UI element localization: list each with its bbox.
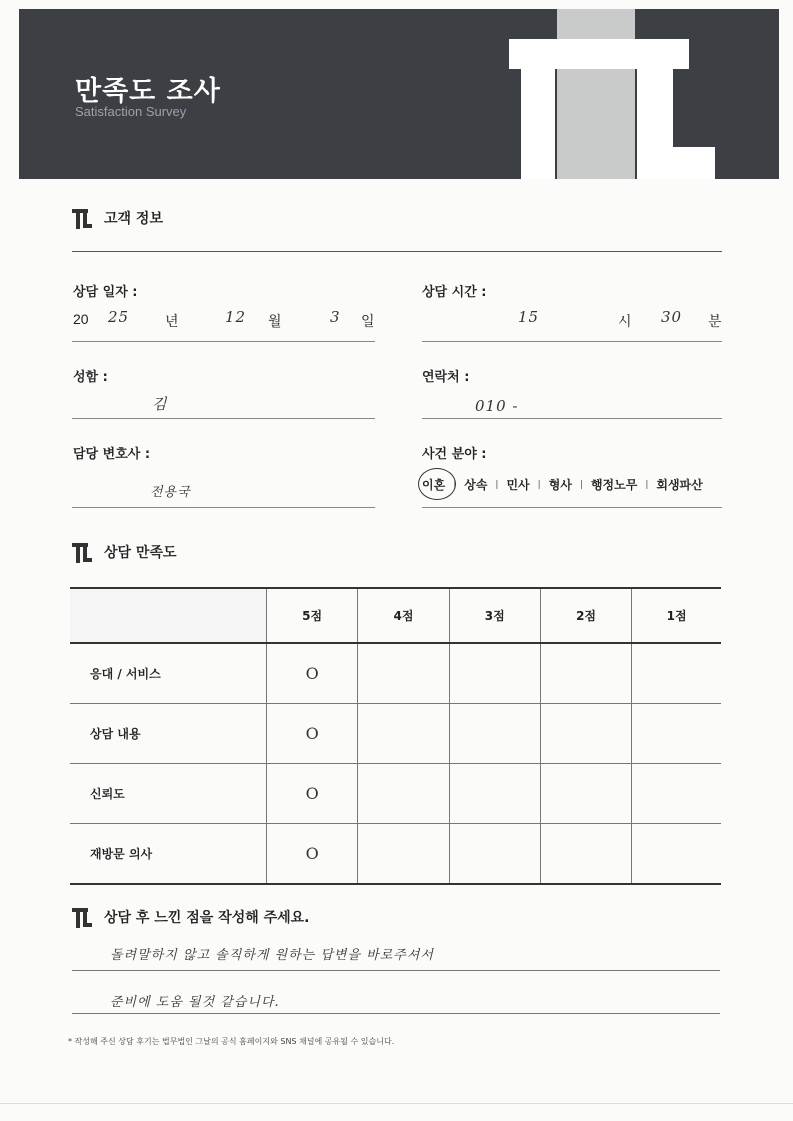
case-option-rehab-bankruptcy: 회생파산	[656, 478, 703, 492]
date-month-unit: 월	[268, 313, 282, 329]
firm-logo-icon	[72, 540, 94, 564]
selected-circle-mark	[418, 468, 456, 500]
case-field-options	[422, 476, 703, 493]
section-heading-satisfaction	[72, 540, 177, 564]
check-mark: O	[305, 784, 319, 803]
table-row	[70, 824, 721, 885]
score-cell-1	[632, 824, 721, 885]
lawyer-label: 담당 변호사 :	[73, 447, 151, 462]
case-option-admin-labor: 행정노무	[590, 478, 638, 492]
case-field-underline	[422, 507, 722, 508]
score-cell-1	[632, 643, 721, 704]
score-cell-2	[540, 643, 631, 704]
page-subtitle: Satisfaction Survey	[75, 104, 187, 119]
footnote: * 작성해 주신 상담 후기는 법무법인 그날의 공식 홈페이지와 SNS 채널에 공유될 수 있습니다.	[68, 1037, 395, 1046]
case-field-label: 사건 분야 :	[422, 447, 487, 462]
lawyer-underline	[72, 507, 375, 508]
score-cell-4	[358, 643, 449, 704]
column-header-2: 2점	[540, 588, 631, 643]
time-hour: 15	[518, 308, 540, 326]
name-value: 김	[152, 395, 168, 413]
comment-line-1: 돌려말하지 않고 솔직하게 원하는 답변을 바로주셔서	[110, 948, 434, 963]
comment-line-2: 준비에 도움 될것 같습니다.	[110, 995, 280, 1010]
firm-logo-icon	[72, 206, 94, 230]
date-year: 25	[108, 308, 130, 326]
date-day: 3	[330, 308, 341, 326]
date-year-unit: 년	[165, 313, 179, 329]
page-title: 만족도 조사	[75, 76, 221, 107]
separator: |	[537, 479, 541, 490]
score-cell-3	[449, 764, 540, 824]
time-minute-unit: 분	[708, 313, 722, 329]
section-title: 상담 만족도	[104, 545, 177, 561]
page-bottom-edge	[0, 1103, 793, 1104]
date-prefix: 20	[73, 311, 89, 327]
name-underline	[72, 418, 375, 419]
row-label: 재방문 의사	[70, 824, 267, 885]
date-underline	[72, 341, 375, 342]
case-option-inheritance: 상속	[464, 478, 488, 492]
score-cell-3	[449, 824, 540, 885]
date-label: 상담 일자 :	[73, 285, 138, 300]
column-header-3: 3점	[449, 588, 540, 643]
table-row	[70, 643, 721, 704]
separator: |	[645, 479, 649, 490]
score-cell-5	[267, 824, 358, 885]
score-cell-5	[267, 643, 358, 704]
table-row	[70, 764, 721, 824]
row-label: 신뢰도	[70, 764, 267, 824]
contact-value: 010 -	[475, 397, 519, 415]
check-mark: O	[305, 724, 319, 743]
score-cell-2	[540, 824, 631, 885]
row-label: 상담 내용	[70, 704, 267, 764]
case-option-divorce: 이혼	[422, 476, 445, 493]
score-cell-4	[358, 704, 449, 764]
score-cell-4	[358, 824, 449, 885]
separator: |	[495, 479, 499, 490]
row-label: 응대 / 서비스	[70, 643, 267, 704]
score-cell-5	[267, 764, 358, 824]
score-cell-1	[632, 704, 721, 764]
comment-underline	[72, 970, 720, 971]
header-banner	[19, 9, 779, 179]
score-cell-3	[449, 643, 540, 704]
date-month: 12	[225, 308, 247, 326]
separator: |	[453, 479, 457, 490]
section-divider	[72, 251, 722, 252]
time-minute: 30	[661, 308, 683, 326]
date-day-unit: 일	[361, 313, 375, 329]
contact-label: 연락처 :	[422, 370, 470, 385]
score-cell-2	[540, 704, 631, 764]
section-title: 고객 정보	[104, 211, 163, 227]
firm-logo-icon	[72, 905, 94, 929]
section-heading-customer	[72, 206, 163, 230]
firm-logo-large	[509, 9, 739, 179]
score-cell-1	[632, 764, 721, 824]
column-header-1: 1점	[632, 588, 721, 643]
time-underline	[422, 341, 722, 342]
column-header-5: 5점	[267, 588, 358, 643]
time-hour-unit: 시	[618, 313, 632, 329]
score-cell-5	[267, 704, 358, 764]
table-row	[70, 704, 721, 764]
score-cell-3	[449, 704, 540, 764]
score-cell-4	[358, 764, 449, 824]
case-option-civil: 민사	[506, 478, 530, 492]
column-header-4: 4점	[358, 588, 449, 643]
name-label: 성함 :	[73, 370, 108, 385]
section-heading-comments	[72, 905, 310, 929]
check-mark: O	[305, 664, 319, 683]
comment-underline	[72, 1013, 720, 1014]
contact-underline	[422, 418, 722, 419]
check-mark: O	[305, 844, 319, 863]
time-label: 상담 시간 :	[422, 285, 487, 300]
lawyer-value: 전용국	[150, 485, 191, 500]
case-option-criminal: 형사	[548, 478, 572, 492]
separator: |	[579, 479, 583, 490]
satisfaction-table	[70, 587, 721, 885]
score-cell-2	[540, 764, 631, 824]
section-title: 상담 후 느낀 점을 작성해 주세요.	[104, 910, 310, 926]
table-header-blank	[70, 588, 267, 643]
table-header-row	[70, 588, 721, 643]
